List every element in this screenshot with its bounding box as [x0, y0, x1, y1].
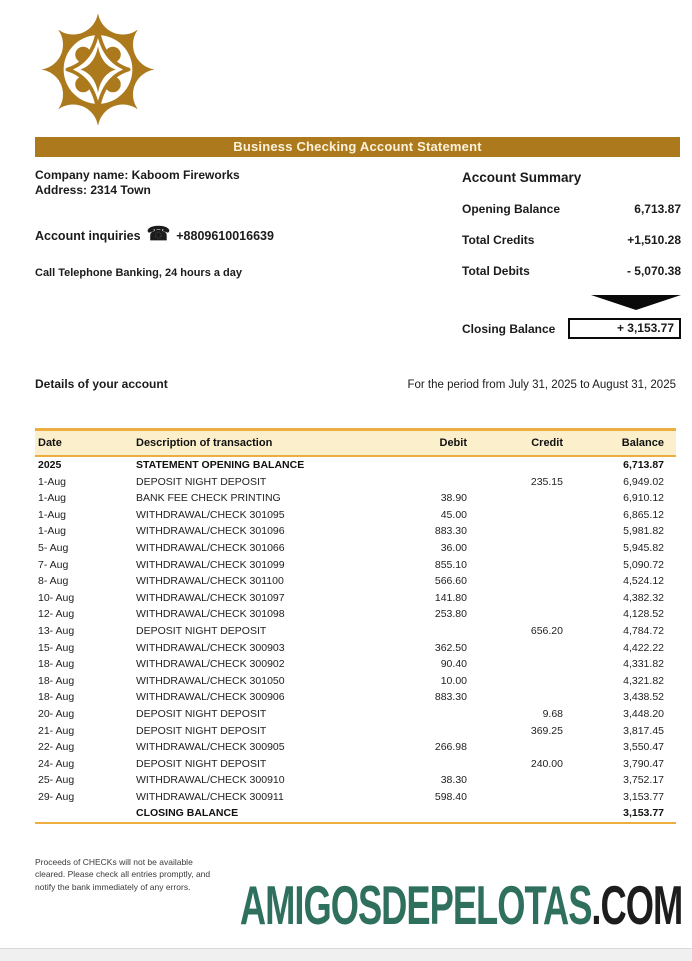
cell-date: 10- Aug: [38, 591, 75, 604]
cell-description: DEPOSIT NIGHT DEPOSIT: [136, 757, 267, 770]
table-row: [35, 540, 676, 557]
cell-debit: [385, 456, 467, 474]
total-credits-row: [462, 233, 681, 247]
cell-credit: [467, 689, 563, 706]
opening-balance-label: Opening Balance: [462, 202, 561, 216]
account-summary: [462, 170, 681, 339]
arrow-down-icon: [591, 295, 681, 310]
cell-debit: 38.30: [440, 774, 467, 787]
cell-balance: 3,550.47: [623, 741, 664, 754]
table-row: [35, 739, 676, 756]
cell-description: WITHDRAWAL/CHECK 301095: [136, 508, 285, 521]
cell-balance: 4,321.82: [623, 674, 664, 687]
summary-arrow-wrap: [462, 295, 681, 310]
table-row: [35, 573, 676, 590]
cell-balance: 4,382.32: [623, 591, 664, 604]
cell-description: WITHDRAWAL/CHECK 300906: [136, 691, 285, 704]
cell-description: DEPOSIT NIGHT DEPOSIT: [136, 475, 267, 488]
cell-debit: [385, 723, 467, 740]
table-row: [35, 456, 676, 474]
column-header-date: Date: [35, 430, 133, 457]
column-header-balance: Balance: [563, 430, 676, 457]
cell-description: WITHDRAWAL/CHECK 300902: [136, 658, 285, 671]
table-row: [35, 789, 676, 806]
account-inquiries: [35, 224, 415, 245]
total-credits-label: Total Credits: [462, 233, 535, 247]
table-row: [35, 756, 676, 773]
cell-date: 21- Aug: [38, 724, 75, 737]
cell-description: WITHDRAWAL/CHECK 301096: [136, 525, 285, 538]
cell-date: 1-Aug: [38, 508, 67, 521]
table-row: [35, 590, 676, 607]
sun-star-logo-icon: [33, 2, 163, 137]
cell-balance: 5,090.72: [623, 558, 664, 571]
cell-date: 20- Aug: [38, 707, 75, 720]
cell-date: 29- Aug: [38, 790, 75, 803]
cell-credit: [467, 523, 563, 540]
cell-credit: 9.68: [542, 707, 563, 720]
cell-debit: 855.10: [434, 558, 467, 571]
account-inquiries-label: Account inquiries: [35, 229, 141, 243]
cell-date: 13- Aug: [38, 624, 75, 637]
cell-debit: [385, 623, 467, 640]
cell-debit: 883.30: [434, 691, 467, 704]
cell-credit: [467, 557, 563, 574]
cell-date: 2025: [38, 459, 62, 471]
cell-debit: 566.60: [434, 575, 467, 588]
cell-credit: 369.25: [530, 724, 563, 737]
brand-text: [239, 874, 682, 936]
table-row: [35, 673, 676, 690]
transactions-body: [35, 456, 676, 823]
bank-logo: [33, 2, 163, 137]
brand-suffix-text: .COM: [591, 874, 682, 936]
total-debits-label: Total Debits: [462, 264, 530, 278]
cell-debit: 598.40: [434, 790, 467, 803]
column-header-credit: Credit: [467, 430, 563, 457]
cell-balance: 3,153.77: [623, 790, 664, 803]
table-row: [35, 772, 676, 789]
closing-balance-row: [462, 318, 681, 339]
footer-notice-line: notify the bank immediately of any errors.: [35, 881, 191, 892]
cell-credit: [467, 805, 563, 823]
cell-debit: 266.98: [434, 741, 467, 754]
cell-credit: [467, 507, 563, 524]
cell-description: WITHDRAWAL/CHECK 301050: [136, 674, 285, 687]
cell-description: DEPOSIT NIGHT DEPOSIT: [136, 724, 267, 737]
cell-date: 25- Aug: [38, 774, 75, 787]
cell-date: 5- Aug: [38, 541, 69, 554]
cell-credit: 656.20: [530, 624, 563, 637]
cell-balance: 3,817.45: [623, 724, 664, 737]
table-row: [35, 507, 676, 524]
table-row: [35, 474, 676, 491]
table-row: [35, 706, 676, 723]
cell-date: 22- Aug: [38, 741, 75, 754]
company-info: [35, 168, 415, 279]
cell-balance: 4,128.52: [623, 608, 664, 621]
cell-credit: [467, 606, 563, 623]
cell-balance: 4,331.82: [623, 658, 664, 671]
cell-debit: [385, 805, 467, 823]
table-row: [35, 723, 676, 740]
cell-credit: [467, 789, 563, 806]
cell-description: WITHDRAWAL/CHECK 300905: [136, 741, 285, 754]
cell-credit: [467, 739, 563, 756]
cell-debit: 38.90: [440, 492, 467, 505]
cell-description: DEPOSIT NIGHT DEPOSIT: [136, 707, 267, 720]
cell-description: WITHDRAWAL/CHECK 301097: [136, 591, 285, 604]
company-address: Address: 2314 Town: [35, 183, 151, 197]
closing-balance-label: Closing Balance: [462, 321, 556, 336]
cell-balance: 4,524.12: [623, 575, 664, 588]
statement-title-bar: [35, 137, 680, 157]
cell-credit: [467, 590, 563, 607]
cell-date: 18- Aug: [38, 691, 75, 704]
cell-description: STATEMENT OPENING BALANCE: [136, 459, 305, 471]
cell-description: WITHDRAWAL/CHECK 300910: [136, 774, 285, 787]
details-header-row: [35, 377, 676, 391]
footer-notice-line: Proceeds of CHECKs will not be available: [35, 857, 193, 867]
cell-date: 12- Aug: [38, 608, 75, 621]
cell-balance: 4,422.22: [623, 641, 664, 654]
cell-date: 1-Aug: [38, 475, 67, 488]
table-row: [35, 490, 676, 507]
cell-date: 18- Aug: [38, 674, 75, 687]
table-row: [35, 523, 676, 540]
cell-credit: [467, 772, 563, 789]
cell-description: WITHDRAWAL/CHECK 301099: [136, 558, 285, 571]
cell-balance: 5,945.82: [623, 541, 664, 554]
cell-description: WITHDRAWAL/CHECK 301098: [136, 608, 285, 621]
cell-date: 15- Aug: [38, 641, 75, 654]
cell-balance: 3,438.52: [623, 691, 664, 704]
cell-description: CLOSING BALANCE: [136, 807, 239, 820]
page-bottom-strip: [0, 948, 692, 961]
cell-date: 7- Aug: [38, 558, 69, 571]
cell-debit: 45.00: [440, 508, 467, 521]
table-row: [35, 557, 676, 574]
total-credits-value: +1,510.28: [627, 233, 681, 247]
cell-credit: [467, 656, 563, 673]
cell-debit: [385, 706, 467, 723]
cell-debit: 36.00: [440, 541, 467, 554]
cell-description: WITHDRAWAL/CHECK 301100: [136, 575, 284, 588]
statement-title: Business Checking Account Statement: [233, 139, 482, 154]
cell-date: 1-Aug: [38, 492, 67, 505]
total-debits-row: [462, 264, 681, 278]
cell-balance: 3,448.20: [623, 707, 664, 720]
statement-period: For the period from July 31, 2025 to August 31, 2025: [407, 379, 676, 391]
transactions-header: [35, 430, 676, 457]
cell-balance: 3,153.77: [623, 807, 664, 820]
cell-description: WITHDRAWAL/CHECK 300911: [136, 790, 284, 803]
cell-balance: 3,790.47: [623, 757, 664, 770]
cell-credit: 240.00: [530, 757, 563, 770]
table-row: [35, 656, 676, 673]
cell-credit: [467, 673, 563, 690]
cell-balance: 6,865.12: [623, 508, 664, 521]
cell-date: 24- Aug: [38, 757, 75, 770]
cell-description: DEPOSIT NIGHT DEPOSIT: [136, 624, 267, 637]
table-row: [35, 689, 676, 706]
cell-balance: 6,713.87: [623, 459, 664, 471]
cell-date: [35, 805, 133, 823]
cell-description: WITHDRAWAL/CHECK 300903: [136, 641, 285, 654]
account-summary-title: Account Summary: [462, 170, 582, 185]
table-row: [35, 805, 676, 823]
company-name: Company name: Kaboom Fireworks: [35, 168, 240, 182]
cell-description: BANK FEE CHECK PRINTING: [136, 492, 281, 505]
cell-credit: [467, 640, 563, 657]
inquiries-phone-number: +8809610016639: [176, 229, 274, 243]
table-row: [35, 606, 676, 623]
table-row: [35, 640, 676, 657]
cell-credit: [467, 573, 563, 590]
cell-debit: 362.50: [434, 641, 467, 654]
details-title: Details of your account: [35, 377, 168, 391]
cell-date: 18- Aug: [38, 658, 75, 671]
cell-credit: 235.15: [530, 475, 563, 488]
cell-debit: 253.80: [434, 608, 467, 621]
cell-balance: 6,910.12: [623, 492, 664, 505]
telephone-icon: ☎: [146, 224, 171, 245]
opening-balance-row: [462, 202, 681, 216]
brand-primary-text: AMIGOSDEPELOTAS: [239, 874, 592, 936]
cell-balance: 5,981.82: [623, 525, 664, 538]
cell-description: WITHDRAWAL/CHECK 301066: [136, 541, 285, 554]
cell-credit: [467, 540, 563, 557]
cell-debit: 141.80: [434, 591, 467, 604]
cell-balance: 3,752.17: [623, 774, 664, 787]
cell-debit: 10.00: [440, 674, 467, 687]
transactions-table: [35, 428, 676, 824]
cell-balance: 6,949.02: [623, 475, 664, 488]
cell-debit: 90.40: [440, 658, 467, 671]
cell-debit: 883.30: [434, 525, 467, 538]
opening-balance-value: 6,713.87: [634, 202, 681, 216]
table-row: [35, 623, 676, 640]
telephone-banking-note: Call Telephone Banking, 24 hours a day: [35, 267, 243, 279]
cell-date: 8- Aug: [38, 575, 69, 588]
cell-debit: [385, 474, 467, 491]
column-header-description: Description of transaction: [133, 430, 385, 457]
cell-credit: [467, 456, 563, 474]
closing-balance-value: + 3,153.77: [568, 318, 681, 339]
footer-notice-line: cleared. Please check all entries promptly, and: [35, 869, 211, 880]
cell-credit: [467, 490, 563, 507]
cell-balance: 4,784.72: [623, 624, 664, 637]
column-header-debit: Debit: [385, 430, 467, 457]
total-debits-value: - 5,070.38: [626, 264, 681, 278]
cell-date: 1-Aug: [38, 525, 67, 538]
cell-debit: [385, 756, 467, 773]
